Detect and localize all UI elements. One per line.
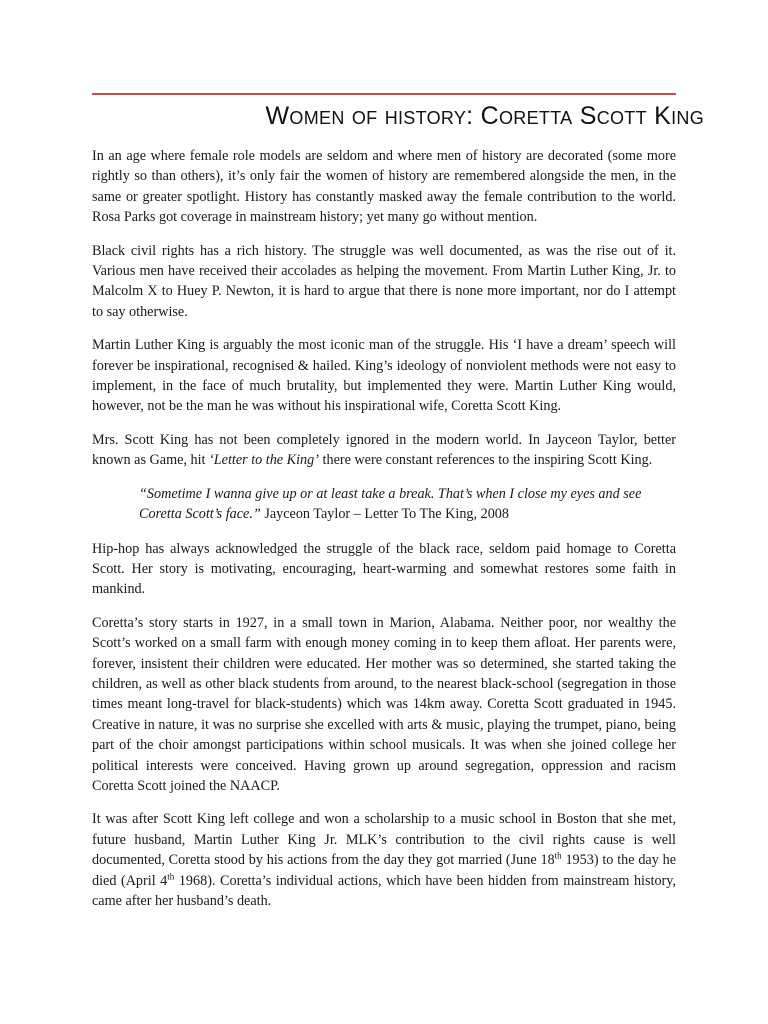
- paragraph-1: In an age where female role models are seldom and where men of history are decorated (some more rightly so than others), it’s only fair the women of history are remembered alongside the men, in the same or greater spotlight. History has constantly masked away the female contribution to the world. Rosa Parks got coverage in mainstream history; yet many go without mention.: [92, 148, 676, 226]
- paragraph-6: Coretta’s story starts in 1927, in a small town in Marion, Alabama. Neither poor, nor wealthy the Scott’s worked on a small farm with enough money coming in to keep them afloat. Her parents were, forever, insistent their children were educated. Her mother was so determined, she started taking the children, as well as other black students from around, to the nearest black-school (segregation in those times meant long-travel for black-students) which was 14km away. Coretta Scott graduated in 1945. Creative in nature, it was no surprise she excelled with arts & music, playing the trumpet, piano, being part of the choir amongst participations within school musicals. It was when she joined college her political interests were conceived. Having grown up around segregation, oppression and racism Coretta Scott joined the NAACP.: [92, 614, 676, 794]
- quote-source: Jayceon Taylor – Letter To The King, 2008: [260, 506, 509, 523]
- song-title: ‘Letter to the King’: [209, 452, 319, 469]
- document-title: Women of history: Coretta Scott King: [265, 102, 704, 130]
- title-rule: [92, 93, 676, 95]
- paragraph-5: Hip-hop has always acknowledged the struggle of the black race, seldom paid homage to Coretta Scott. Her story is motivating, encouraging, heart-warming and somewhat restores some faith in mankind.: [92, 540, 676, 598]
- paragraph-7-text-b: 1953) to the day he died (April 4: [92, 852, 676, 889]
- block-quote: [139, 484, 676, 525]
- ordinal-suffix-2: th: [167, 870, 175, 881]
- paragraph-2: Black civil rights has a rich history. The struggle was well documented, as was the rise out of it. Various men have received their accolades as helping the movement. From Martin Luther King, Jr. to Malcolm X to Huey P. Newton, it is hard to argue that there is none more important, nor do I attempt to say otherwise.: [92, 242, 676, 320]
- paragraph-4-text-a: Mrs. Scott King has not been completely ignored in the modern world. In Jayceon Taylor, better known as Game, hit: [92, 431, 676, 469]
- paragraph-7-text-a: It was after Scott King left college and won a scholarship to a music school in Boston that she met, future husband, Martin Luther King Jr. MLK’s contribution to the civil rights cause is well documented, Coretta stood by his actions from the day they got married (June 18: [92, 811, 676, 869]
- paragraph-7: [92, 809, 676, 911]
- ordinal-suffix-1: th: [554, 850, 562, 861]
- paragraph-7-text-c: 1968). Coretta’s individual actions, which have been hidden from mainstream history, came after her husband’s death.: [92, 872, 676, 909]
- paragraph-4: [92, 430, 676, 471]
- quote-text: “Sometime I wanna give up or at least take a break. That’s when I close my eyes and see Coretta Scott’s face.”: [139, 485, 642, 523]
- document-body: [92, 146, 676, 924]
- paragraph-4-text-b: there were constant references to the inspiring Scott King.: [318, 452, 653, 469]
- paragraph-3: Martin Luther King is arguably the most iconic man of the struggle. His ‘I have a dream’ speech will forever be inspirational, recognised & hailed. King’s ideology of nonviolent methods were not easy to implement, in the face of much brutality, but implemented they were. Martin Luther King would, however, not be the man he was without his inspirational wife, Coretta Scott King.: [92, 337, 676, 415]
